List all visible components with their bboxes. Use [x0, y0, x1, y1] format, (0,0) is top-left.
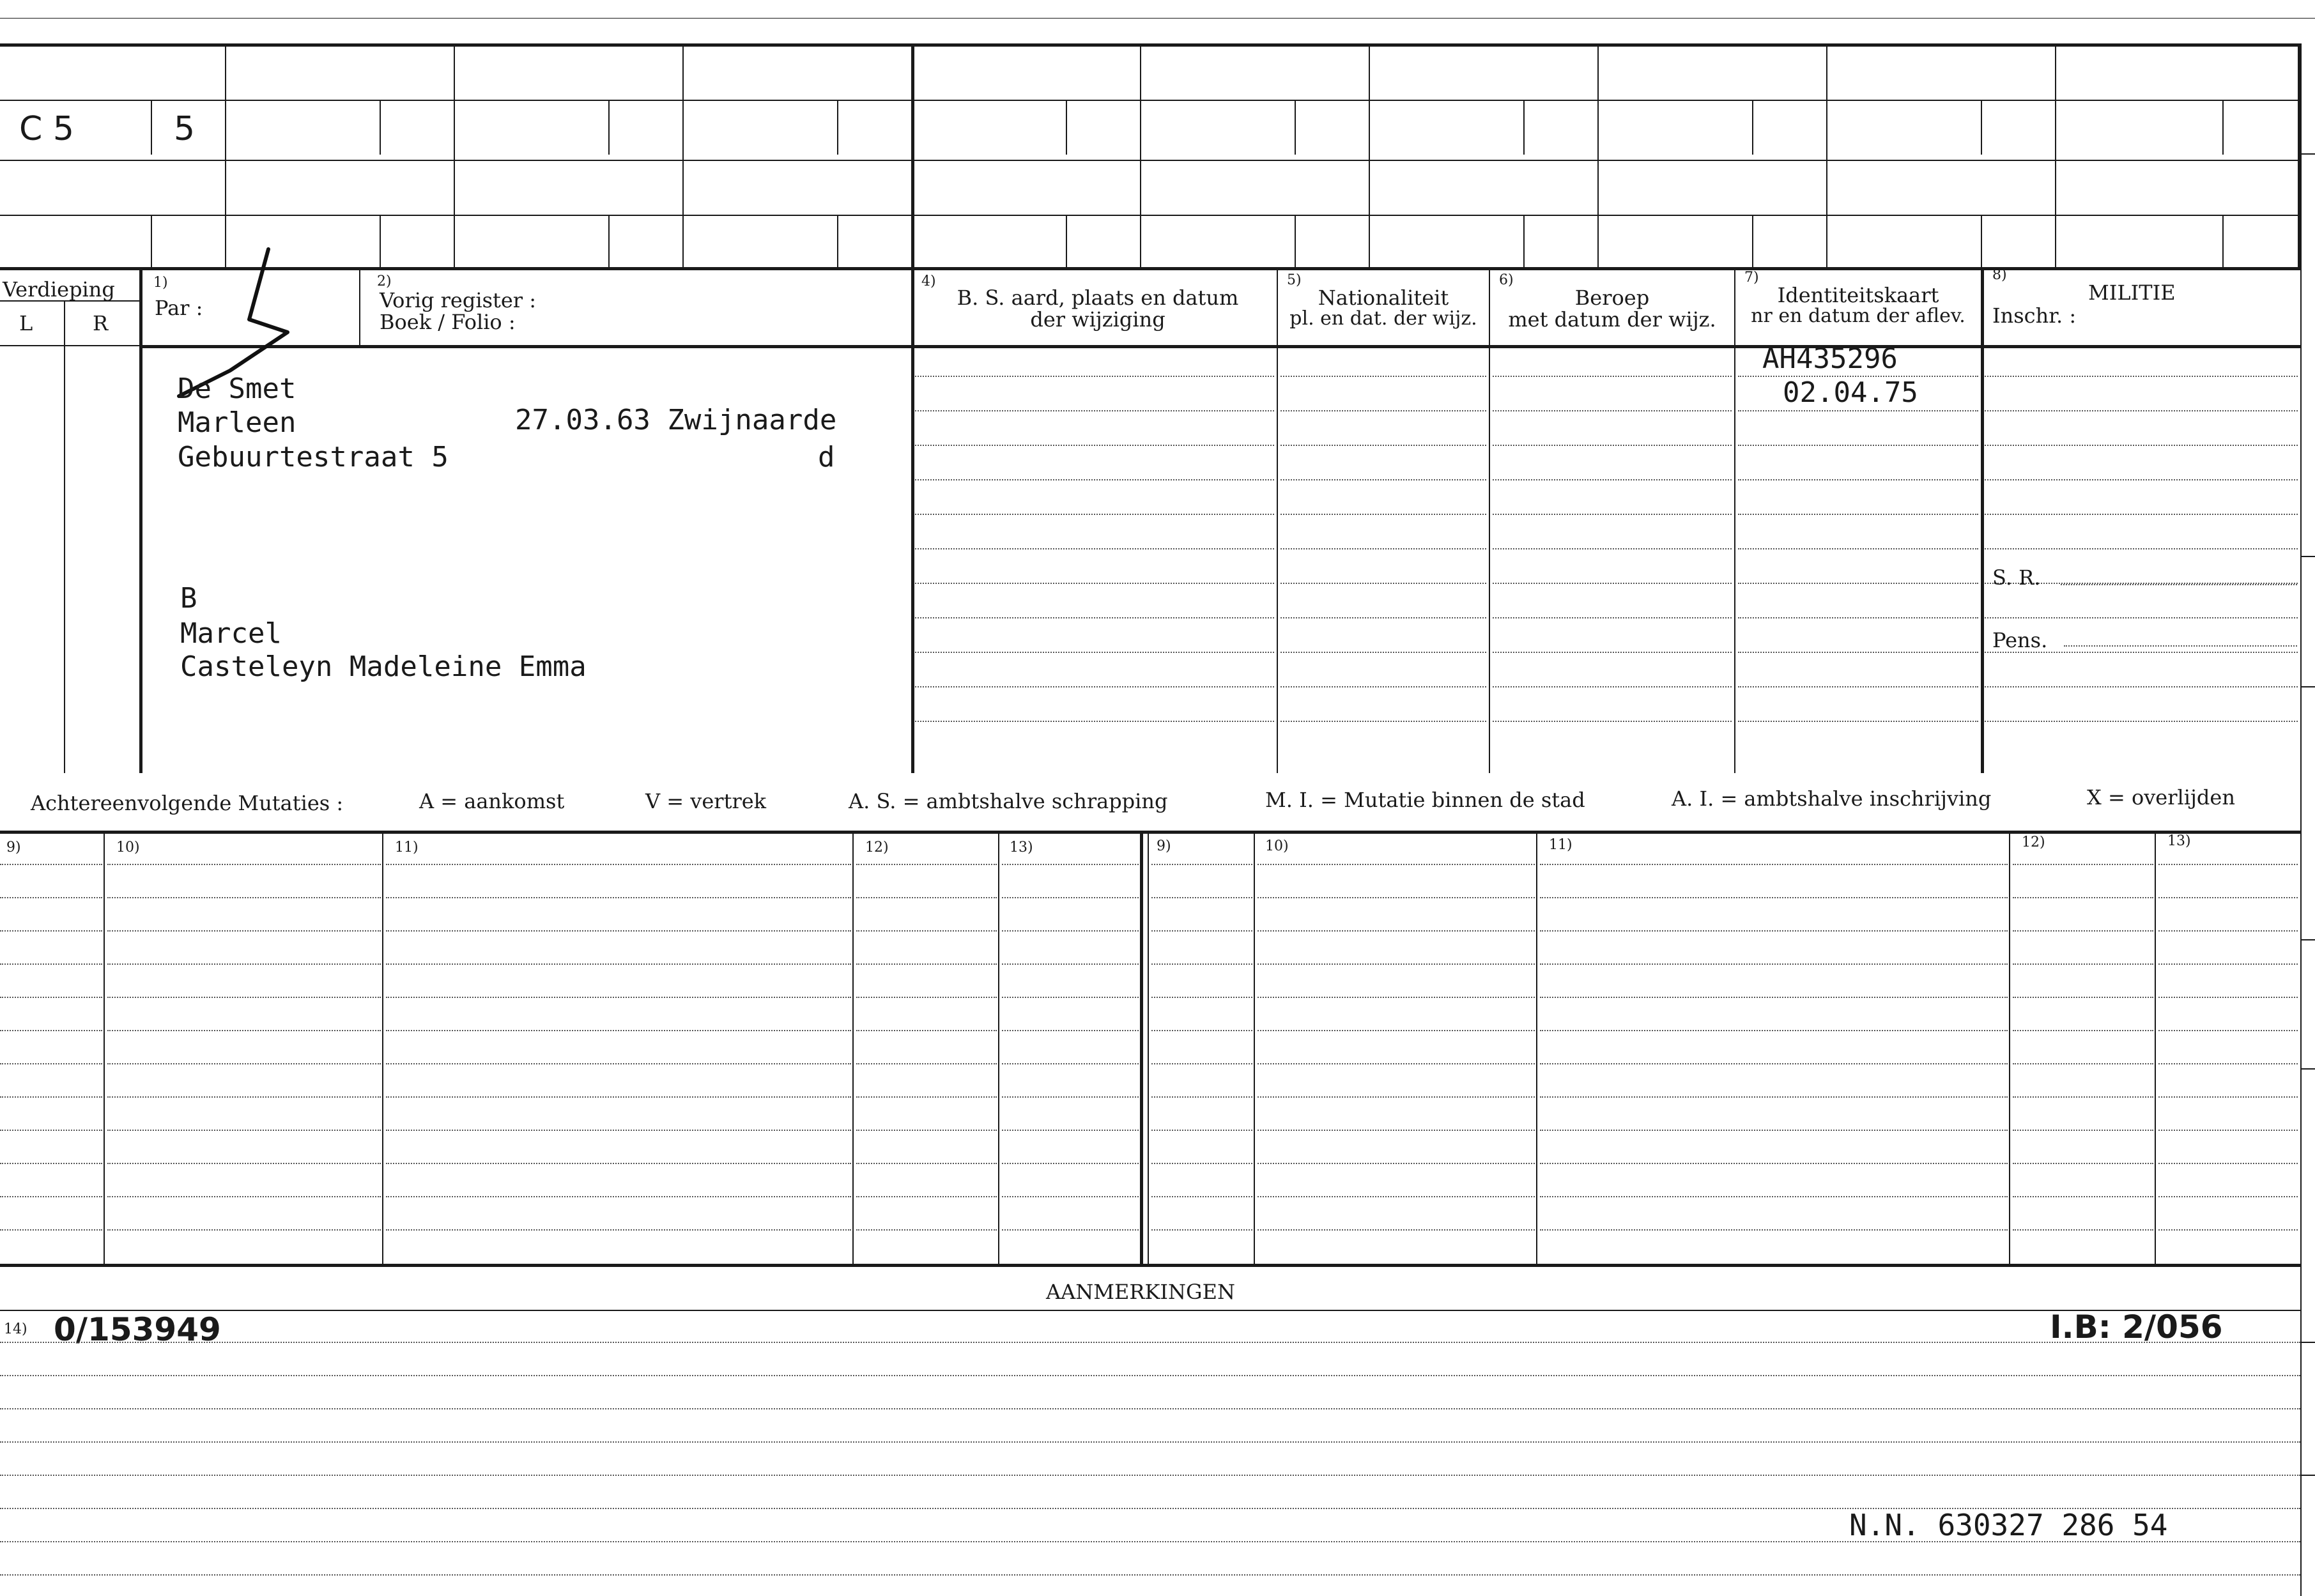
verdieping-label: Verdieping [3, 277, 115, 302]
col-number-8: 8) [1992, 267, 2007, 283]
writing-line [2013, 1130, 2153, 1131]
writing-line [2013, 1196, 2153, 1197]
writing-line [1985, 410, 2298, 411]
writing-line [1002, 897, 1139, 898]
writing-line [1151, 1063, 1252, 1064]
remarks-ref: 0/153949 [54, 1311, 221, 1348]
writing-line [856, 997, 997, 998]
writing-line [1281, 514, 1486, 515]
writing-line [856, 1030, 997, 1031]
writing-line [1257, 1030, 1535, 1031]
bs-header-2: der wijziging [1030, 307, 1165, 332]
writing-line [1493, 410, 1732, 411]
writing-line [386, 864, 851, 865]
writing-line [915, 686, 1274, 687]
writing-line [1002, 963, 1139, 965]
writing-line [1540, 930, 2008, 932]
writing-line [2013, 997, 2153, 998]
writing-line [1257, 1063, 1535, 1064]
id-header-1: Identiteitskaart [1777, 283, 1939, 307]
writing-line [1493, 548, 1732, 549]
writing-line [1493, 617, 1732, 618]
writing-line [1540, 897, 2008, 898]
legend-as: A. S. = ambtshalve schrapping [849, 789, 1168, 813]
boek-folio-label: Boek / Folio : [380, 310, 516, 334]
sr-label: S. R. [1992, 565, 2041, 590]
writing-line [1257, 864, 1535, 865]
writing-line [0, 1229, 102, 1231]
writing-line [1002, 864, 1139, 865]
writing-line [1738, 686, 1978, 687]
legend-v: V = vertrek [645, 789, 767, 813]
writing-line [386, 1229, 851, 1231]
writing-line [0, 1163, 102, 1164]
writing-line [1257, 1096, 1535, 1098]
writing-line [107, 1063, 381, 1064]
writing-line [0, 1441, 2300, 1443]
writing-line [0, 1475, 2300, 1476]
writing-line [1493, 376, 1732, 377]
writing-line [0, 1574, 2300, 1576]
nat-header-2: pl. en dat. der wijz. [1289, 307, 1477, 330]
writing-line [386, 1096, 851, 1098]
writing-line [915, 721, 1274, 722]
writing-line [915, 617, 1274, 618]
writing-line [1985, 686, 2298, 687]
writing-line [1493, 652, 1732, 653]
writing-line [386, 897, 851, 898]
writing-line [0, 997, 102, 998]
writing-line [856, 897, 997, 898]
writing-line [2158, 1063, 2298, 1064]
writing-line [1493, 721, 1732, 722]
writing-line [856, 963, 997, 965]
writing-line [1257, 963, 1535, 965]
writing-line [1985, 445, 2298, 446]
writing-line [2158, 1196, 2298, 1197]
remarks-title: AANMERKINGEN [1046, 1280, 1235, 1304]
writing-line [1257, 930, 1535, 932]
writing-line [1002, 1196, 1139, 1197]
code-right: 5 [174, 110, 196, 148]
writing-line [2158, 997, 2298, 998]
writing-line [386, 1063, 851, 1064]
writing-line [2158, 930, 2298, 932]
writing-line [1985, 376, 2298, 377]
writing-line [1493, 479, 1732, 480]
writing-line [0, 1096, 102, 1098]
writing-line [1151, 1163, 1252, 1164]
floor-r-label: R [93, 311, 109, 335]
writing-line [386, 963, 851, 965]
writing-line [1257, 1130, 1535, 1131]
writing-line [1540, 963, 2008, 965]
writing-line [1985, 514, 2298, 515]
writing-line [1281, 652, 1486, 653]
writing-line [915, 652, 1274, 653]
writing-line [1002, 930, 1139, 932]
writing-line [107, 997, 381, 998]
beroep-header-1: Beroep [1574, 286, 1650, 310]
writing-line [1151, 963, 1252, 965]
writing-line [386, 1196, 851, 1197]
writing-line [1540, 1030, 2008, 1031]
writing-line [2158, 897, 2298, 898]
writing-line [915, 445, 1274, 446]
remarks-ib: I.B: 2/056 [2050, 1308, 2223, 1346]
id-date: 02.04.75 [1783, 376, 1918, 409]
writing-line [0, 1508, 2300, 1509]
writing-line [1281, 686, 1486, 687]
legend-x: X = overlijden [2087, 785, 2235, 810]
writing-line [1257, 1229, 1535, 1231]
writing-line [2158, 1030, 2298, 1031]
legend-ai: A. I. = ambtshalve inschrijving [1672, 786, 1992, 811]
writing-line [2013, 1163, 2153, 1164]
writing-line [915, 548, 1274, 549]
legend-a: A = aankomst [419, 789, 565, 813]
nat-header-1: Nationaliteit [1318, 286, 1449, 310]
inschr-label: Inschr. : [1992, 303, 2077, 328]
writing-line [2158, 864, 2298, 865]
writing-line [1738, 445, 1978, 446]
writing-line [0, 1130, 102, 1131]
writing-line [107, 1196, 381, 1197]
mut-left-12: 12) [865, 840, 889, 856]
writing-line [2013, 1229, 2153, 1231]
writing-line [856, 1229, 997, 1231]
writing-line [107, 897, 381, 898]
writing-line [2013, 1063, 2153, 1064]
writing-line [1738, 479, 1978, 480]
writing-line [1738, 721, 1978, 722]
person-address: Gebuurtestraat 5 [178, 441, 449, 473]
writing-line [1281, 548, 1486, 549]
writing-line [1002, 1163, 1139, 1164]
mut-left-13: 13) [1010, 840, 1033, 856]
writing-line [1281, 376, 1486, 377]
writing-line [1540, 997, 2008, 998]
writing-line [1493, 445, 1732, 446]
writing-line [1540, 1130, 2008, 1131]
writing-line [386, 997, 851, 998]
writing-line [856, 1196, 997, 1197]
writing-line [1540, 1196, 2008, 1197]
code-left: C 5 [19, 110, 74, 148]
writing-line [386, 1030, 851, 1031]
mut-right-9: 9) [1157, 838, 1171, 854]
person-gender: d [818, 441, 835, 473]
writing-line [386, 1130, 851, 1131]
writing-line [2158, 1096, 2298, 1098]
remarks-number-14: 14) [4, 1321, 27, 1337]
writing-line [1493, 686, 1732, 687]
writing-line [2013, 1096, 2153, 1098]
writing-line [1151, 864, 1252, 865]
writing-line [107, 1030, 381, 1031]
writing-line [107, 1096, 381, 1098]
writing-line [1738, 583, 1978, 584]
writing-line [0, 1030, 102, 1031]
writing-line [0, 1375, 2300, 1376]
writing-line [1002, 1063, 1139, 1064]
mut-left-9: 9) [6, 840, 21, 856]
id-header-2: nr en datum der aflev. [1751, 305, 1965, 327]
writing-line [1738, 514, 1978, 515]
writing-line [2013, 930, 2153, 932]
writing-line [1257, 997, 1535, 998]
col-number-6: 6) [1499, 272, 1514, 288]
vorig-register-label: Vorig register : [380, 288, 537, 312]
writing-line [2158, 1130, 2298, 1131]
bs-header-1: B. S. aard, plaats en datum [957, 286, 1239, 310]
writing-line [856, 1063, 997, 1064]
person-surname: De Smet [178, 372, 296, 405]
writing-line [2158, 1163, 2298, 1164]
writing-line [856, 1096, 997, 1098]
writing-line [1151, 997, 1252, 998]
writing-line [0, 963, 102, 965]
legend-title: Achtereenvolgende Mutaties : [31, 791, 344, 815]
writing-line [1151, 1130, 1252, 1131]
mut-left-11: 11) [395, 840, 419, 856]
writing-line [2013, 963, 2153, 965]
writing-line [1540, 1229, 2008, 1231]
writing-line [107, 1130, 381, 1131]
writing-line [1540, 1063, 2008, 1064]
writing-line [2158, 963, 2298, 965]
writing-line [0, 1063, 102, 1064]
col-number-5: 5) [1287, 272, 1302, 288]
writing-line [2013, 864, 2153, 865]
writing-line [856, 1130, 997, 1131]
writing-line [107, 864, 381, 865]
writing-line [2013, 897, 2153, 898]
pens-label: Pens. [1992, 628, 2048, 652]
writing-line [0, 1342, 2300, 1343]
writing-line [1151, 1030, 1252, 1031]
writing-line [915, 479, 1274, 480]
mut-right-12: 12) [2022, 834, 2045, 850]
writing-line [2158, 1229, 2298, 1231]
id-number: AH435296 [1762, 342, 1898, 375]
person-relation: B [180, 582, 197, 615]
writing-line [856, 930, 997, 932]
mut-left-10: 10) [116, 840, 140, 856]
writing-line [856, 864, 997, 865]
mut-right-13: 13) [2167, 833, 2191, 849]
writing-line [1281, 410, 1486, 411]
writing-line [1738, 652, 1978, 653]
writing-line [386, 930, 851, 932]
writing-line [1151, 930, 1252, 932]
writing-line [1002, 997, 1139, 998]
writing-line [1151, 1229, 1252, 1231]
writing-line [1281, 583, 1486, 584]
writing-line [107, 930, 381, 932]
col-number-2: 2) [377, 273, 392, 289]
writing-line [0, 1196, 102, 1197]
writing-line [1002, 1096, 1139, 1098]
writing-line [0, 1408, 2300, 1409]
par-label: Par : [155, 296, 203, 320]
writing-line [1540, 1096, 2008, 1098]
mut-right-10: 10) [1265, 838, 1289, 854]
writing-line [1002, 1130, 1139, 1131]
writing-line [1281, 479, 1486, 480]
writing-line [915, 514, 1274, 515]
person-father: Marcel [180, 617, 282, 650]
writing-line [1985, 721, 2298, 722]
writing-line [1540, 864, 2008, 865]
writing-line [107, 963, 381, 965]
writing-line [1985, 617, 2298, 618]
writing-line [0, 897, 102, 898]
legend-mi: M. I. = Mutatie binnen de stad [1265, 788, 1585, 812]
writing-line [915, 583, 1274, 584]
writing-line [1151, 1196, 1252, 1197]
writing-line [1257, 897, 1535, 898]
writing-line [1281, 721, 1486, 722]
writing-line [1738, 617, 1978, 618]
writing-line [2013, 1030, 2153, 1031]
writing-line [107, 1229, 381, 1231]
writing-line [0, 930, 102, 932]
writing-line [1738, 410, 1978, 411]
writing-line [915, 376, 1274, 377]
writing-line [1257, 1196, 1535, 1197]
remarks-nn: N.N. 630327 286 54 [1849, 1508, 2168, 1542]
writing-line [856, 1163, 997, 1164]
mut-right-11: 11) [1549, 837, 1573, 853]
writing-line [1738, 548, 1978, 549]
writing-line [1281, 445, 1486, 446]
person-birth: 27.03.63 Zwijnaarde [515, 404, 837, 436]
person-mother: Casteleyn Madeleine Emma [180, 650, 587, 683]
writing-line [1151, 1096, 1252, 1098]
writing-line [1281, 617, 1486, 618]
writing-line [386, 1163, 851, 1164]
col-number-7: 7) [1744, 270, 1759, 286]
col-number-4: 4) [921, 273, 936, 289]
writing-line [1257, 1163, 1535, 1164]
writing-line [1002, 1030, 1139, 1031]
militie-label: MILITIE [2088, 280, 2176, 305]
person-firstname: Marleen [178, 406, 296, 439]
writing-line [915, 410, 1274, 411]
writing-line [0, 1541, 2300, 1542]
writing-line [1002, 1229, 1139, 1231]
writing-line [0, 864, 102, 865]
writing-line [1151, 897, 1252, 898]
writing-line [1493, 583, 1732, 584]
writing-line [1540, 1163, 2008, 1164]
writing-line [1985, 479, 2298, 480]
writing-line [107, 1163, 381, 1164]
col-number-1: 1) [153, 275, 168, 291]
writing-line [1985, 548, 2298, 549]
beroep-header-2: met datum der wijz. [1508, 307, 1716, 332]
floor-l-label: L [19, 311, 33, 335]
writing-line [1493, 514, 1732, 515]
